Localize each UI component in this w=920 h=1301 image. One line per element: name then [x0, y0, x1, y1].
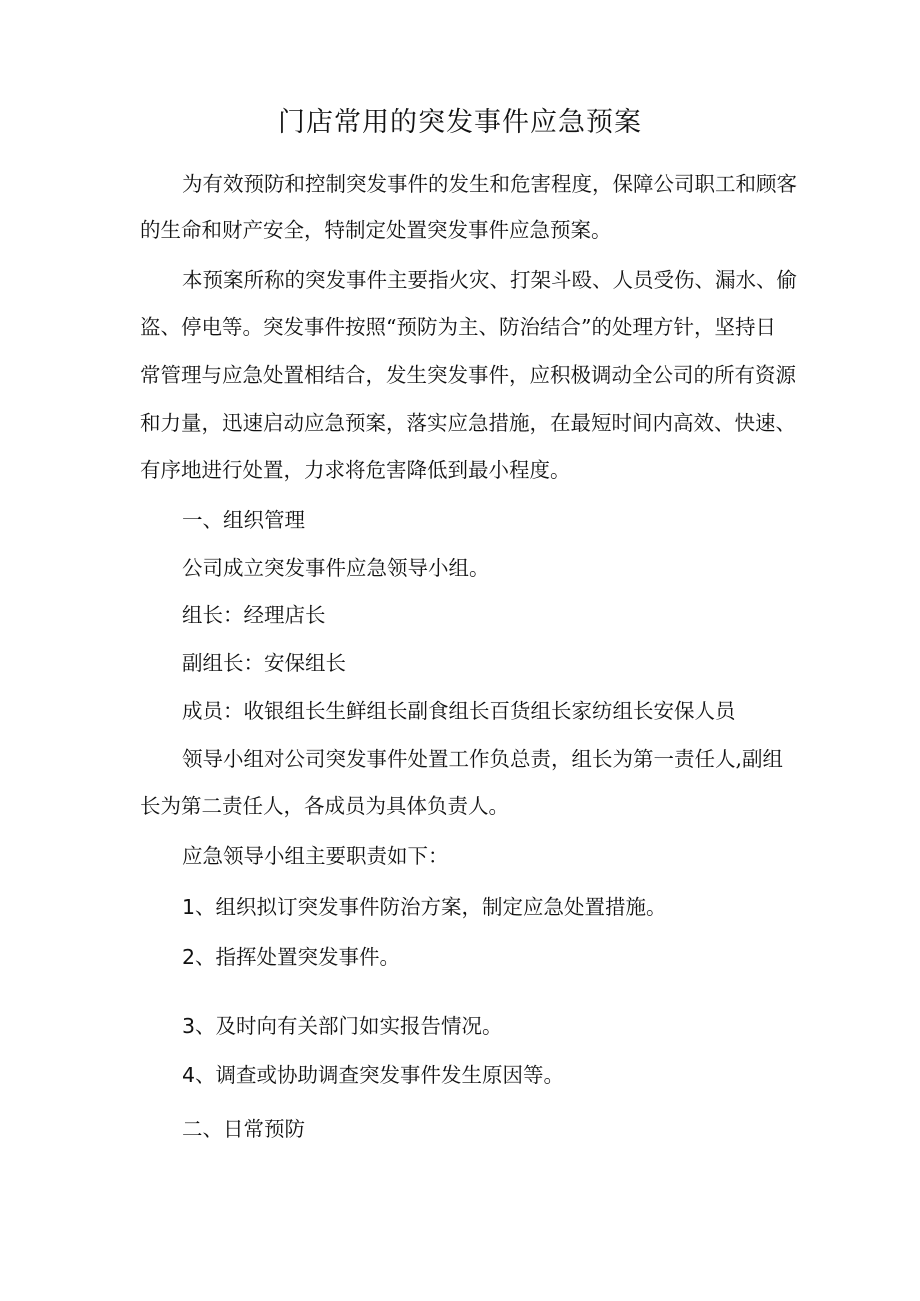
duty-text: 、及时向有关部门如实报告情况。 [195, 1014, 503, 1038]
document-title: 门店常用的突发事件应急预案 [278, 107, 642, 138]
members-text: 成员：收银组长生鲜组长副食组长百货组长家纺组长安保人员 [182, 699, 736, 723]
deputy-leader-text: 副组长：安保组长 [182, 651, 346, 675]
leader-text: 组长：经理店长 [182, 603, 326, 627]
duty-number: 3 [182, 1014, 196, 1038]
paragraph-text: 有序地进行处置，力求将危害降低到最小程度。 [140, 458, 571, 482]
section-heading: 一、组织管理 [182, 508, 305, 532]
duty-text: 、组织拟订突发事件防治方案，制定应急处置措施。 [195, 895, 667, 919]
duty-number: 4 [182, 1063, 196, 1087]
duty-number: 1 [182, 895, 196, 919]
paragraph-text: 的生命和财产安全，特制定处置突发事件应急预案。 [140, 218, 612, 242]
section-heading: 二、日常预防 [182, 1117, 305, 1141]
duty-text: 、调查或协助调查突发事件发生原因等。 [195, 1063, 565, 1087]
paragraph-text: 领导小组对公司突发事件处置工作负总责，组长为第一责任人,副组 [182, 747, 784, 771]
paragraph-text: 和力量，迅速启动应急预案，落实应急措施，在最短时间内高效、快速、 [140, 411, 796, 435]
paragraph-text: 为有效预防和控制突发事件的发生和危害程度，保障公司职工和顾客 [182, 172, 797, 196]
paragraph-text: 公司成立突发事件应急领导小组。 [182, 556, 490, 580]
duty-text: 、指挥处置突发事件。 [195, 945, 401, 969]
duty-number: 2 [182, 945, 196, 969]
duties-heading: 应急领导小组主要职责如下： [182, 844, 449, 868]
paragraph-text: 长为第二责任人，各成员为具体负责人。 [140, 794, 509, 818]
paragraph-text: 本预案所称的突发事件主要指火灾、打架斗殴、人员受伤、漏水、偷 [182, 268, 797, 292]
paragraph-text: 常管理与应急处置相结合，发生突发事件，应积极调动全公司的所有资源 [140, 363, 796, 387]
paragraph-text: 盗、停电等。突发事件按照“预防为主、防治结合”的处理方针，坚持日 [140, 315, 776, 339]
